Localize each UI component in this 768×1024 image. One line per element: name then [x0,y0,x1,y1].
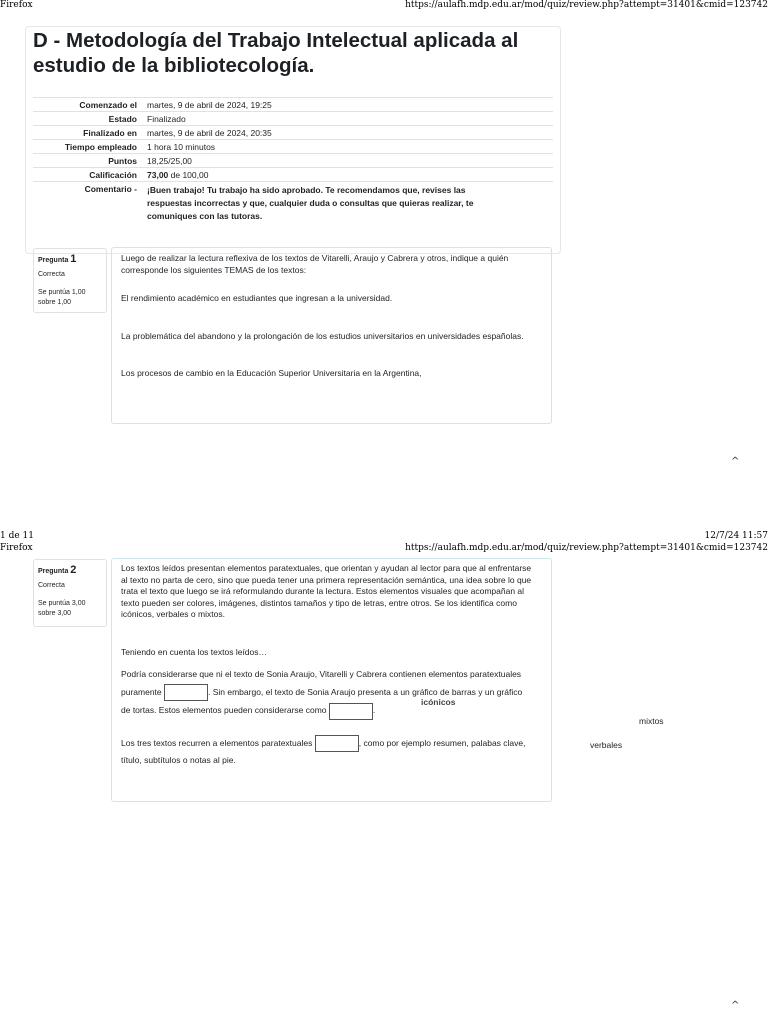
summary-row-time [33,140,553,154]
drop-zone-2[interactable] [329,703,373,720]
question-paragraph-3: Podría considerarse que ni el texto de Sonia Araujo, Vitarelli y Cabrera contienen elementos paratextuales puramente . Sin embargo, el texto de Sonia Araujo presenta a un gráfico de barras y un gráfico de tortas. Estos elementos pueden considerarse como . [121,665,533,720]
question-text: Luego de realizar la lectura reflexiva de los textos de Vitarelli, Araujo y Cabrera y otros, indique a quién corresponde los siguientes TEMAS de los textos: [121,253,509,275]
drop-zone-1[interactable] [164,684,208,701]
summary-row-started [33,98,553,112]
page-url-header: https://aulafh.mdp.edu.ar/mod/quiz/review.php?attempt=31401&cmid=123742 [405,0,768,10]
summary-value: martes, 9 de abril de 2024, 19:25 [143,98,553,112]
feedback-comment: ¡Buen trabajo! Tu trabajo ha sido aprobado. Te recomendamos que, revises las respuestas incorrectas y que, cualquier duda o consultas que quieras realizar, te comuniques con las tutoras. [143,182,553,225]
grade-value: 73,00 [147,170,169,180]
print-date-footer: 12/7/24 11:57 [704,531,768,541]
summary-label: Finalizado en [33,126,143,140]
question-1-info [33,248,107,313]
question-grade: Se puntúa 3,00 sobre 3,00 [38,600,86,617]
page-url-header: https://aulafh.mdp.edu.ar/mod/quiz/review.php?attempt=31401&cmid=123742 [405,543,768,553]
question-state: Correcta [38,582,65,589]
grade-max: de 100,00 [168,170,209,180]
question-paragraph-2: Teniendo en cuenta los textos leídos… [121,647,268,657]
scroll-up-icon[interactable]: ^ [731,1000,740,1011]
question-paragraph-4: Los tres textos recurren a elementos paratextuales , como por ejemplo resumen, palabas clave, título, subtítulos o notas al pie. [121,735,533,768]
page-title: D - Metodología del Trabajo Intelectual aplicada al estudio de la bibliotecología. [33,29,519,77]
summary-label: Comentario - [33,182,143,225]
summary-value: 1 hora 10 minutos [143,140,553,154]
question-state: Correcta [38,271,65,278]
question-grade: Se puntúa 1,00 sobre 1,00 [38,289,86,306]
question-2-content [111,558,552,802]
question-number: Pregunta 2 [38,564,77,576]
drop-zone-3[interactable] [315,735,359,752]
summary-value: 18,25/25,00 [143,154,553,168]
draggable-answer-verbales[interactable]: verbales [590,740,623,750]
summary-label: Comenzado el [33,98,143,112]
summary-label: Puntos [33,154,143,168]
draggable-answer-mixtos[interactable]: mixtos [639,716,664,726]
question-number: Pregunta 1 [38,253,77,265]
question-paragraph-1: Los textos leídos presentan elementos paratextuales, que orientan y ayudan al lector para que al enfrentarse al texto no parta de cero, sino que pueda tener una primera representación semántica, una idea sobre lo que trata el texto que luego se irá reformulando durante la lectura. Estos elementos visuales que acompañan al texto pueden ser colores, imágenes, distintos tamaños y tipo de letras, entre otros. Se los identifica como icónicos, verbales o mixtos. [121,563,532,619]
page-number-footer: 1 de 11 [0,531,34,541]
match-item-2: La problemática del abandono y la prolongación de los estudios universitarios en universidades españolas. [121,331,524,341]
overlap-label: icónicos [421,697,456,707]
attempt-summary-table [33,97,553,224]
browser-name-header: Firefox [0,543,33,553]
summary-row-finished [33,126,553,140]
summary-value: martes, 9 de abril de 2024, 20:35 [143,126,553,140]
match-item-1: El rendimiento académico en estudiantes que ingresan a la universidad. [121,293,393,303]
match-item-3: Los procesos de cambio en la Educación Superior Universitaria en la Argentina, [121,368,422,378]
summary-row-comment [33,182,553,225]
summary-label: Estado [33,112,143,126]
summary-row-state [33,112,553,126]
summary-value: Finalizado [143,112,553,126]
summary-label: Calificación [33,168,143,182]
summary-row-grade [33,168,553,182]
summary-row-points [33,154,553,168]
browser-name-header: Firefox [0,0,33,10]
question-1-content [111,247,552,424]
summary-value [143,168,553,182]
summary-label: Tiempo empleado [33,140,143,154]
scroll-up-icon[interactable]: ^ [731,456,740,467]
question-2-info [33,559,107,627]
